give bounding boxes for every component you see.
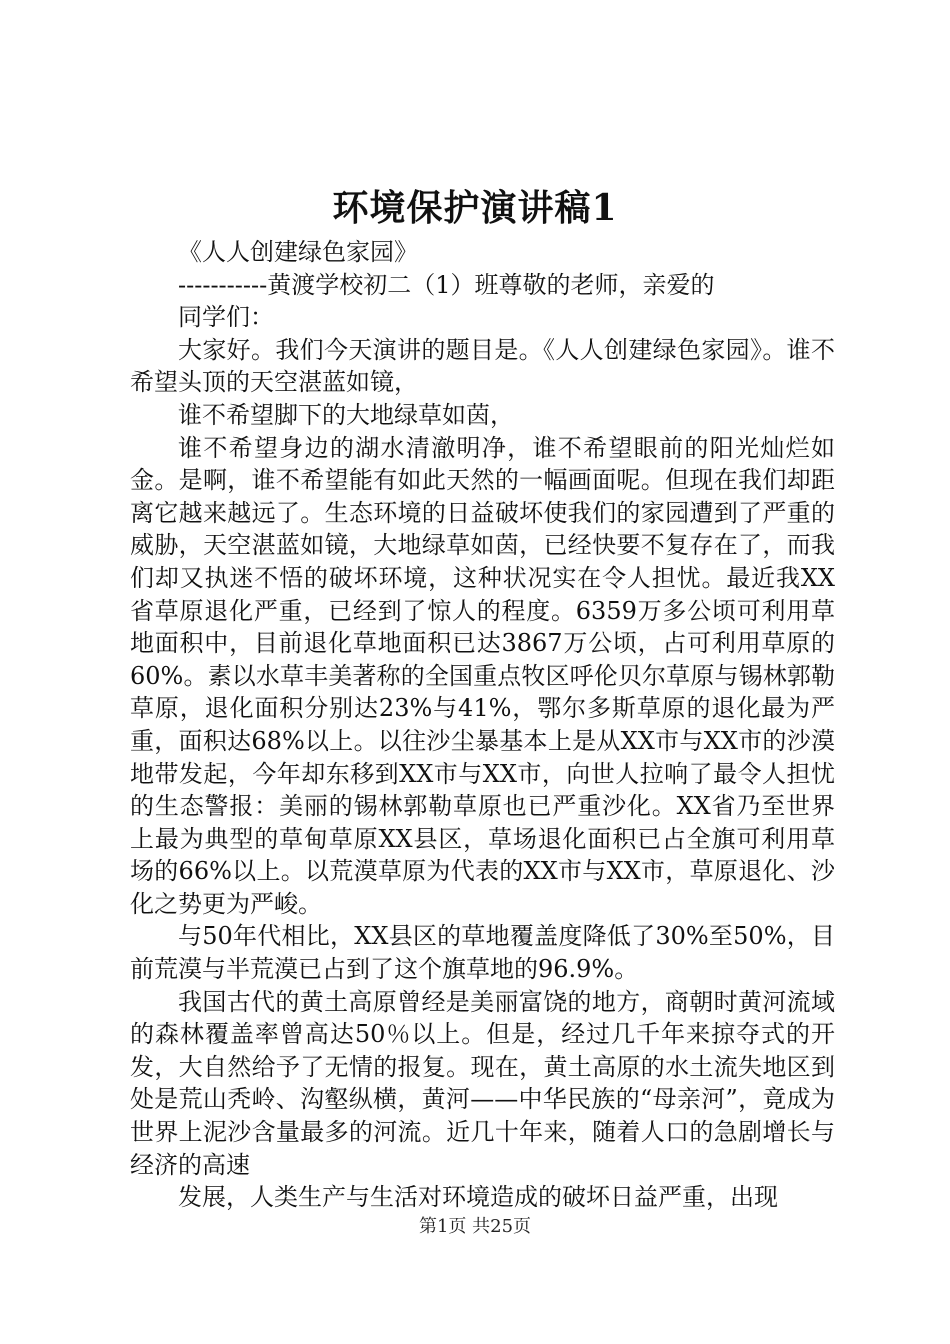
page-footer: 第1页 共25页: [418, 1216, 532, 1237]
document-body: [130, 236, 835, 1214]
paragraph: 发展，人类生产与生活对环境造成的破坏日益严重，出现: [178, 1183, 778, 1212]
signature-line: -----------黄渡学校初二（1）班尊敬的老师，亲爱的: [178, 270, 715, 299]
subtitle: 《人人创建绿色家园》: [178, 238, 418, 266]
paragraph: 与50年代相比，XX县区的草地覆盖度降低了30%至50%，目前荒漠与半荒漠已占到了这个旗草地的96.9%。: [130, 922, 835, 984]
paragraph: 谁不希望脚下的大地绿草如茵，: [178, 400, 514, 429]
salutation: 同学们：: [178, 303, 274, 332]
paragraph: 谁不希望身边的湖水清澈明净，谁不希望眼前的阳光灿烂如金。是啊，谁不希望能有如此天然的一幅画面呢。但现在我们却距离它越来越远了。生态环境的日益破坏使我们的家园遭到了严重的威胁，天空湛蓝如镜，大地绿草如茵，已经快要不复存在了，而我们却又执迷不悟的破坏环境，这种状况实在令人担忧。最近我XX省草原退化严重，已经到了惊人的程度。6359万多公顷可利用草地面积中，目前退化草地面积已达3867万公顷，占可利用草原的60%。素以水草丰美著称的全国重点牧区呼伦贝尔草原与锡林郭勒草原，退化面积分别达23%与41%，鄂尔多斯草原的退化最为严重，面积达68%以上。以往沙尘暴基本上是从XX市与XX市的沙漠地带发起，今年却东移到XX市与XX市，向世人拉响了最令人担忧的生态警报：美丽的锡林郭勒草原也已严重沙化。XX省乃至世界上最为典型的草甸草原XX县区，草场退化面积已占全旗可利用草场的66%以上。以荒漠草原为代表的XX市与XX市，草原退化、沙化之势更为严峻。: [130, 433, 835, 918]
paragraph: 大家好。我们今天演讲的题目是。《人人创建绿色家园》。谁不希望头顶的天空湛蓝如镜，: [130, 335, 835, 397]
document-title: 环境保护演讲稿1: [332, 187, 618, 229]
paragraph: 我国古代的黄土高原曾经是美丽富饶的地方，商朝时黄河流域的森林覆盖率曾高达50％以上。但是，经过几千年来掠夺式的开发，大自然给予了无情的报复。现在，黄土高原的水土流失地区到处是荒山秃岭、沟壑纵横，黄河——中华民族的“母亲河”，竟成为世界上泥沙含量最多的河流。近几十年来，随着人口的急剧增长与经济的高速: [130, 987, 835, 1179]
